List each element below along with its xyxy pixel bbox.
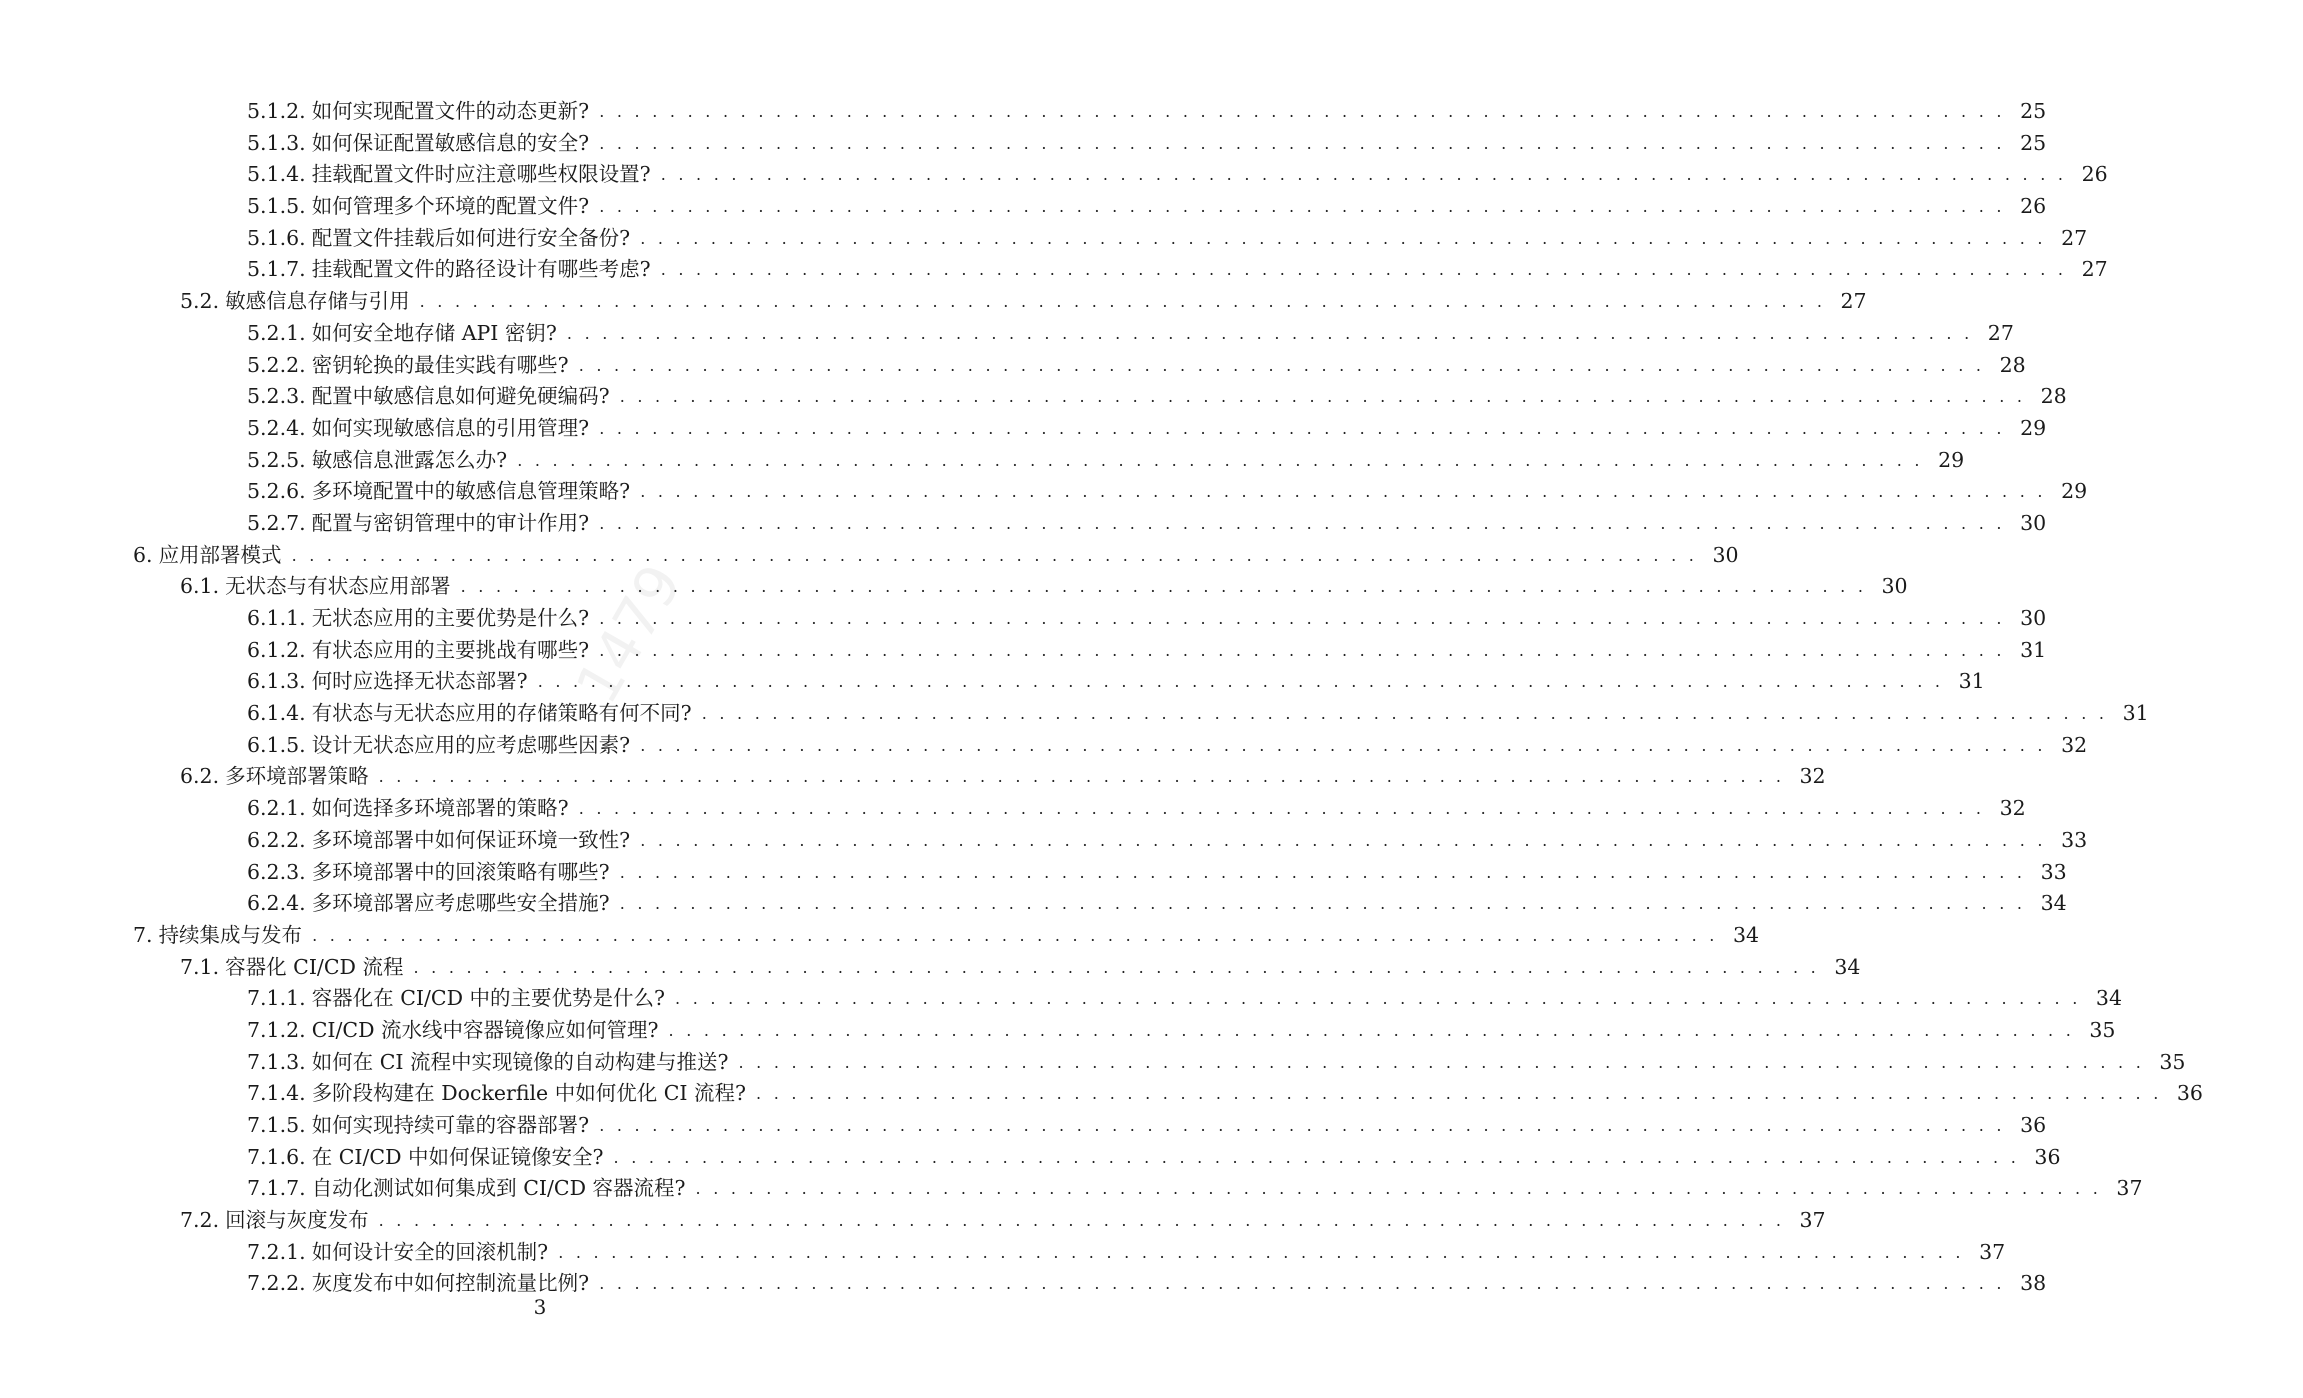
toc-entry[interactable] [0, 413, 2047, 445]
toc-entry-page: 36 [2034, 1144, 2061, 1169]
toc-entry-title: 多阶段构建在 Dockerfile 中如何优化 CI 流程? [311, 1081, 747, 1106]
toc-entry-page: 27 [2081, 257, 2108, 282]
toc-entry[interactable] [0, 254, 2108, 286]
toc-entry-page: 25 [2020, 99, 2047, 123]
toc-entry-number: 6.1.2. [247, 637, 306, 662]
toc-entry[interactable] [0, 1173, 2143, 1205]
toc-entry-page: 34 [1834, 954, 1861, 979]
toc-entry-number: 5.1.7. [247, 257, 306, 282]
toc-entry-title: 无状态应用的主要优势是什么? [311, 606, 590, 630]
page-number: 3 [533, 1295, 547, 1319]
dot-leader: ................................................................................ [558, 1242, 1974, 1262]
toc-entry[interactable] [0, 825, 2088, 857]
toc-entry-title: 如何管理多个环境的配置文件? [311, 194, 590, 219]
toc-entry-title: 多环境部署中如何保证环境一致性? [311, 827, 631, 852]
toc-entry-title: 如何实现敏感信息的引用管理? [311, 415, 590, 440]
toc-entry-title: 如何实现配置文件的动态更新? [311, 99, 590, 123]
toc-entry-page: 34 [2040, 891, 2067, 916]
toc-entry-title: 自动化测试如何集成到 CI/CD 容器流程? [311, 1176, 686, 1201]
toc-entry-number: 7.2. [180, 1208, 220, 1233]
toc-entry-title: 敏感信息泄露怎么办? [311, 447, 508, 472]
toc-entry-number: 5.2.6. [247, 479, 306, 504]
toc-entry[interactable] [0, 1047, 2186, 1079]
toc-entry[interactable] [0, 571, 1908, 603]
toc-entry-number: 5.2.1. [247, 320, 306, 345]
toc-entry[interactable] [0, 1078, 2203, 1110]
toc-entry-number: 7.2.1. [247, 1239, 306, 1264]
toc-entry-title: 有状态与无状态应用的存储策略有何不同? [311, 701, 692, 726]
toc-entry-title: 配置与密钥管理中的审计作用? [311, 510, 590, 535]
dot-leader: ................................................................................ [599, 640, 2015, 660]
dot-leader: ................................................................................ [378, 1211, 1794, 1231]
dot-leader: ................................................................................ [660, 165, 2076, 185]
toc-entry-page: 32 [1799, 764, 1826, 789]
toc-entry-page: 36 [2020, 1113, 2047, 1137]
toc-entry-page: 29 [2020, 415, 2047, 440]
dot-leader: ................................................................................ [599, 102, 2015, 121]
toc-entry-page: 36 [2176, 1081, 2203, 1106]
dot-leader: ................................................................................ [419, 292, 1835, 312]
toc-entry-title: 容器化在 CI/CD 中的主要优势是什么? [311, 986, 666, 1011]
dot-leader: ................................................................................ [599, 1274, 2015, 1294]
toc-entry-number: 5.1.4. [247, 162, 306, 187]
toc-entry-number: 5.1.3. [247, 130, 306, 155]
toc-entry-title: 持续集成与发布 [158, 922, 303, 947]
dot-leader: ................................................................................ [578, 799, 1994, 819]
toc-entry-page: 37 [2116, 1176, 2143, 1201]
dot-leader: ................................................................................ [312, 925, 1727, 945]
toc-entry-number: 7.1.4. [247, 1081, 306, 1106]
toc-entry-number: 6.1.5. [247, 732, 306, 757]
dot-leader: ................................................................................ [640, 482, 2056, 502]
dot-leader: ................................................................................ [378, 767, 1794, 787]
dot-leader: ................................................................................ [640, 228, 2056, 248]
toc-entry[interactable] [0, 983, 2122, 1015]
toc-entry-title: 如何在 CI 流程中实现镜像的自动构建与推送? [311, 1049, 729, 1074]
dot-leader: ................................................................................ [675, 989, 2090, 1009]
toc-entry-number: 6.2.2. [247, 827, 306, 852]
toc-entry-number: 6.2.3. [247, 859, 306, 884]
toc-entry[interactable] [0, 508, 2047, 540]
dot-leader: ................................................................................ [291, 545, 1707, 565]
toc-entry-title: 多环境部署应考虑哪些安全措施? [311, 891, 610, 916]
toc-entry-number: 6.2.1. [247, 796, 306, 821]
toc-entry-title: 挂载配置文件时应注意哪些权限设置? [311, 162, 651, 187]
toc-entry-title: 无状态与有状态应用部署 [225, 574, 451, 599]
toc-entry[interactable] [0, 191, 2047, 223]
toc-entry[interactable] [0, 857, 2067, 889]
toc-entry-number: 7.1.3. [247, 1049, 306, 1074]
dot-leader: ................................................................................ [599, 609, 2015, 628]
dot-leader: ................................................................................ [413, 957, 1829, 977]
toc-entry-number: 7.1. [180, 954, 220, 979]
toc-entry[interactable] [0, 793, 2026, 825]
toc-entry-number: 5.2.4. [247, 415, 306, 440]
toc-entry-page: 27 [1987, 320, 2014, 345]
toc-entry[interactable] [0, 540, 1739, 572]
dot-leader: ................................................................................ [738, 1052, 2154, 1072]
dot-leader: ................................................................................ [668, 1020, 2084, 1040]
toc-entry-number: 7.1.5. [247, 1113, 306, 1137]
toc-entry-title: 回滚与灰度发布 [225, 1208, 369, 1233]
toc-entry-number: 7.1.6. [247, 1144, 306, 1169]
toc-entry[interactable] [0, 1110, 2047, 1142]
toc-entry[interactable] [0, 159, 2108, 191]
toc-entry-number: 5.2.5. [247, 447, 306, 472]
toc-entry-number: 7.2.2. [247, 1271, 306, 1296]
toc-entry-title: 如何设计安全的回滚机制? [311, 1239, 549, 1264]
dot-leader: ................................................................................ [537, 672, 1953, 692]
toc-entry-page: 25 [2020, 130, 2047, 155]
dot-leader: ................................................................................ [566, 323, 1982, 343]
toc-entry[interactable] [0, 96, 2047, 128]
toc-entry-number: 6.1.3. [247, 669, 306, 694]
dot-leader: ................................................................................ [660, 260, 2076, 280]
toc-entry-title: 设计无状态应用的应考虑哪些因素? [311, 732, 631, 757]
toc-entry-page: 37 [1979, 1239, 2006, 1264]
toc-entry-page: 32 [1999, 796, 2026, 821]
toc-entry-page: 29 [1938, 447, 1965, 472]
toc-entry-number: 6.1.4. [247, 701, 306, 726]
toc-entry[interactable] [0, 761, 1826, 793]
toc-entry-title: 挂载配置文件的路径设计有哪些考虑? [311, 257, 651, 282]
toc-entry[interactable] [0, 698, 2149, 730]
dot-leader: ................................................................................ [460, 577, 1876, 597]
toc-entry-page: 37 [1799, 1208, 1826, 1233]
dot-leader: ................................................................................ [619, 894, 2035, 914]
toc-entry-number: 6. [133, 542, 153, 567]
toc-entry-number: 5.1.5. [247, 194, 306, 219]
toc-entry-number: 6.1.1. [247, 606, 306, 630]
toc-entry-number: 7.1.1. [247, 986, 306, 1011]
dot-leader: ................................................................................ [599, 513, 2015, 533]
dot-leader: ................................................................................ [599, 1116, 2015, 1135]
toc-entry[interactable] [0, 381, 2067, 413]
toc-entry-page: 27 [1840, 289, 1867, 314]
toc-entry-number: 6.2. [180, 764, 220, 789]
toc-entry[interactable] [0, 920, 1760, 952]
toc-entry[interactable] [0, 952, 1861, 984]
toc-entry[interactable] [0, 318, 2014, 350]
dot-leader: ................................................................................ [619, 862, 2035, 882]
toc-entry-page: 27 [2061, 225, 2088, 250]
toc-entry[interactable] [0, 476, 2088, 508]
toc-entry-title: 灰度发布中如何控制流量比例? [311, 1271, 590, 1296]
toc-entry[interactable] [0, 350, 2026, 382]
toc-entry[interactable] [0, 445, 1965, 477]
dot-leader: ................................................................................ [695, 1179, 2111, 1199]
toc-entry-page: 28 [2040, 384, 2067, 409]
toc-entry-page: 29 [2061, 479, 2088, 504]
toc-entry-number: 5.2. [180, 289, 220, 314]
toc-entry-title: CI/CD 流水线中容器镜像应如何管理? [311, 1017, 659, 1042]
toc-entry-number: 5.1.2. [247, 99, 306, 123]
toc-entry-page: 34 [1732, 922, 1760, 947]
dot-leader: ................................................................................ [613, 1147, 2029, 1167]
toc-entry-page: 30 [1712, 542, 1739, 567]
toc-entry-title: 在 CI/CD 中如何保证镜像安全? [311, 1144, 604, 1169]
toc-entry-title: 配置中敏感信息如何避免硬编码? [311, 384, 610, 409]
toc-entry-page: 31 [2020, 637, 2047, 662]
watermark: 1479 [562, 553, 696, 715]
dot-leader: ................................................................................ [701, 704, 2117, 724]
toc-entry-page: 30 [1881, 574, 1908, 599]
toc-entry[interactable] [0, 730, 2088, 762]
toc-entry[interactable] [0, 223, 2088, 255]
toc-entry-number: 7.1.2. [247, 1017, 306, 1042]
toc-entry-page: 34 [2095, 986, 2122, 1011]
table-of-contents [0, 96, 2203, 1300]
toc-entry-page: 31 [2122, 701, 2149, 726]
toc-entry[interactable] [0, 1015, 2116, 1047]
toc-entry-page: 28 [1999, 352, 2026, 377]
toc-entry[interactable] [0, 286, 1867, 318]
toc-entry-number: 5.2.7. [247, 510, 306, 535]
toc-entry-title: 容器化 CI/CD 流程 [225, 954, 404, 979]
dot-leader: ................................................................................ [517, 450, 1933, 470]
toc-entry-title: 如何安全地存储 API 密钥? [311, 320, 557, 345]
toc-entry-number: 5.1.6. [247, 225, 306, 250]
toc-entry-title: 密钥轮换的最佳实践有哪些? [311, 352, 569, 377]
toc-entry-page: 33 [2061, 827, 2088, 852]
dot-leader: ................................................................................ [578, 355, 1994, 375]
toc-entry[interactable] [0, 1142, 2061, 1174]
toc-entry-page: 38 [2020, 1271, 2047, 1296]
toc-entry[interactable] [0, 1237, 2006, 1269]
toc-entry[interactable] [0, 603, 2047, 635]
toc-entry[interactable] [0, 635, 2047, 667]
dot-leader: ................................................................................ [599, 133, 2015, 153]
toc-entry-number: 7.1.7. [247, 1176, 306, 1201]
toc-entry-number: 6.1. [180, 574, 220, 599]
toc-entry-title: 如何选择多环境部署的策略? [311, 796, 569, 821]
toc-entry-title: 多环境部署策略 [225, 764, 369, 789]
toc-entry-title: 如何保证配置敏感信息的安全? [311, 130, 590, 155]
toc-entry-page: 35 [2089, 1017, 2116, 1042]
toc-entry-page: 31 [1958, 669, 1985, 694]
toc-entry-title: 配置文件挂载后如何进行安全备份? [311, 225, 631, 250]
dot-leader: ................................................................................ [756, 1084, 2171, 1104]
toc-entry-page: 35 [2159, 1049, 2186, 1074]
toc-entry-title: 敏感信息存储与引用 [225, 289, 410, 314]
toc-entry-page: 26 [2020, 194, 2047, 219]
dot-leader: ................................................................................ [619, 387, 2035, 407]
toc-entry-page: 30 [2020, 510, 2047, 535]
toc-entry-title: 多环境部署中的回滚策略有哪些? [311, 859, 610, 884]
toc-entry-title: 何时应选择无状态部署? [311, 669, 528, 694]
toc-entry-title: 应用部署模式 [158, 542, 282, 567]
toc-entry-number: 6.2.4. [247, 891, 306, 916]
toc-entry-number: 5.2.3. [247, 384, 306, 409]
dot-leader: ................................................................................ [640, 735, 2056, 755]
toc-entry-title: 如何实现持续可靠的容器部署? [311, 1113, 590, 1137]
toc-entry-page: 26 [2081, 162, 2108, 187]
toc-entry[interactable] [0, 888, 2067, 920]
toc-entry[interactable] [0, 1205, 1826, 1237]
toc-entry-page: 33 [2040, 859, 2067, 884]
toc-entry[interactable] [0, 128, 2047, 160]
toc-entry[interactable] [0, 666, 1985, 698]
toc-entry-number: 5.2.2. [247, 352, 306, 377]
toc-entry-title: 多环境配置中的敏感信息管理策略? [311, 479, 631, 504]
dot-leader: ................................................................................ [640, 830, 2056, 850]
toc-entry-number: 7. [133, 922, 153, 947]
toc-entry-title: 有状态应用的主要挑战有哪些? [311, 637, 590, 662]
dot-leader: ................................................................................ [599, 197, 2015, 217]
toc-entry-page: 30 [2020, 606, 2047, 630]
toc-entry-page: 32 [2061, 732, 2088, 757]
dot-leader: ................................................................................ [599, 418, 2015, 438]
